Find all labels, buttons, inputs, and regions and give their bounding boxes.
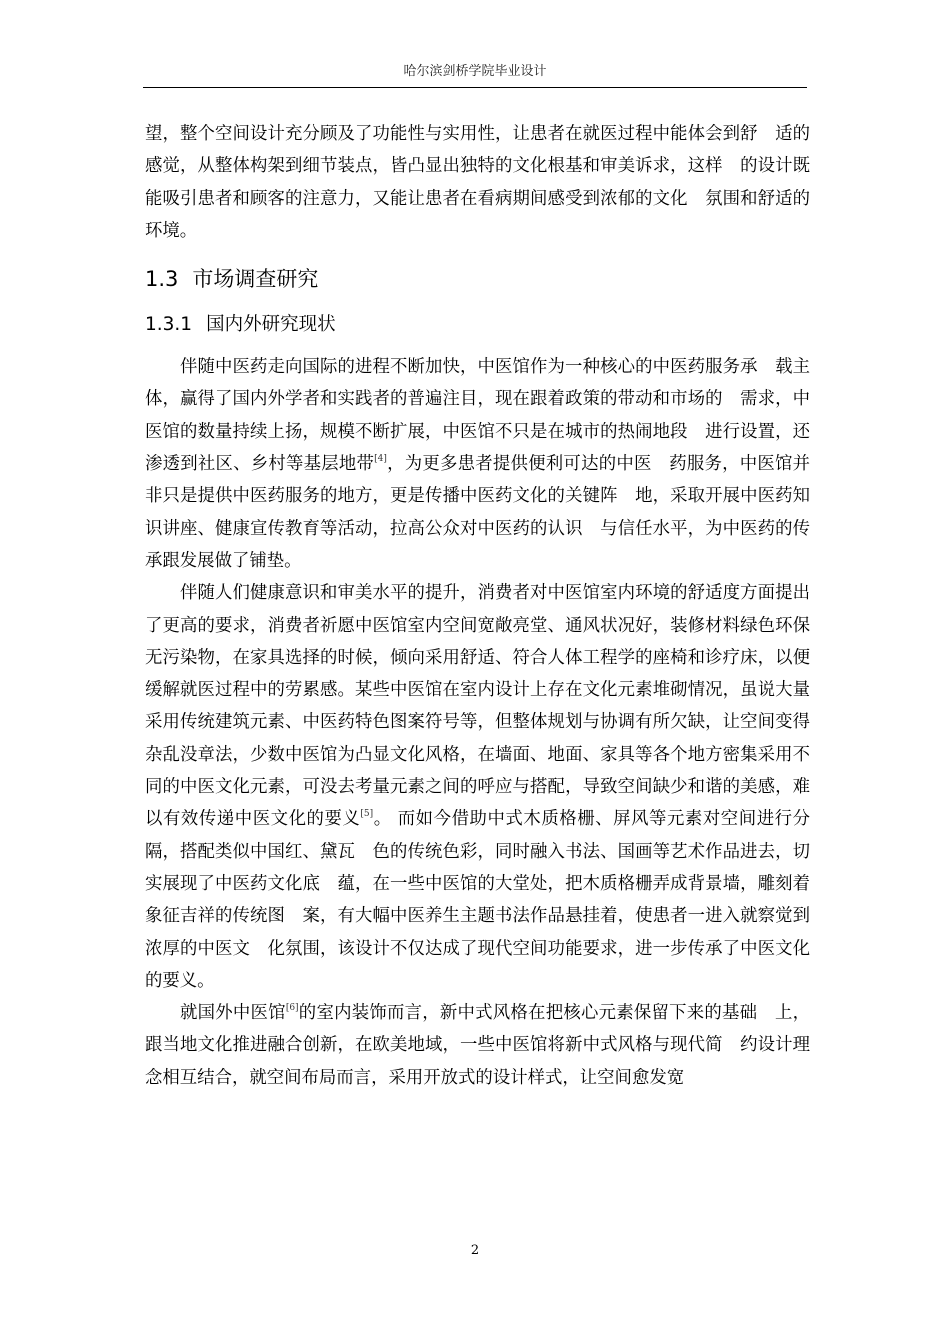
citation-6: [6]	[285, 1003, 299, 1014]
citation-5: [5]	[360, 809, 374, 820]
page-header-title: 哈尔滨剑桥学院毕业设计	[403, 64, 547, 79]
paragraph-2-text-b: 。 而如今借助中式木质格栅、屏风等元素对空间进行分隔，搭配类似中国红、黛瓦 色的传统色彩，同时融入书法、国画等艺术作品进去，切实展现了中医药文化底 蕴，在一些中医馆的大堂处，把木质格栅弄成背景墙，雕刻着象征吉祥的传统图 案，有大幅中医养生主题书法作品悬挂着，使患者一进入就察觉到浓厚的中医文 化氛围，该设计不仅达成了现代空间功能要求，进一步传承了中医文化的要义。	[145, 809, 810, 991]
section-number: 1.3	[145, 267, 179, 292]
section-title: 市场调查研究	[192, 267, 319, 292]
subsection-title: 国内外研究现状	[206, 314, 336, 336]
section-heading	[145, 259, 810, 299]
paragraph-2-text-a: 伴随人们健康意识和审美水平的提升，消费者对中医馆室内环境的舒适度方面提出了更高的要求，消费者祈愿中医馆室内空间宽敞亮堂、通风状况好，装修材料绿色环保无污染物，在家具选择的时候，倾向采用舒适、符合人体工程学的座椅和诊疗床，以便缓解就医过程中的劳累感。某些中医馆在室内设计上存在文化元素堆砌情况，虽说大量采用传统建筑元素、中医药特色图案符号等，但整体规划与协调有所欠缺，让空间变得杂乱没章法，少数中医馆为凸显文化风格，在墙面、地面、家具等各个地方密集采用不同的中医文化元素，可没去考量元素之间的呼应与搭配，导致空间缺少和谐的美感，难以有效传递中医文化的要义	[145, 583, 810, 830]
document-body	[145, 118, 810, 1094]
body-paragraph-2	[145, 577, 810, 997]
intro-paragraph: 望，整个空间设计充分顾及了功能性与实用性，让患者在就医过程中能体会到舒 适的感觉，从整体构架到细节装点，皆凸显出独特的文化根基和审美诉求，这样 的设计既能吸引患者和顾客的注意力，又能让患者在看病期间感受到浓郁的文化 氛围和舒适的环境。	[145, 124, 810, 241]
subsection-number: 1.3.1	[145, 314, 193, 336]
body-paragraph-1	[145, 351, 810, 577]
subsection-heading	[145, 305, 810, 345]
paragraph-3-text-a: 就国外中医馆	[180, 1003, 286, 1024]
paragraph-1-text-a: 伴随中医药走向国际的进程不断加快，中医馆作为一种核心的中医药服务承 载主体，赢得了国内外学者和实践者的普遍注目，现在跟着政策的带动和市场的 需求，中医馆的数量持续上扬，规模不断扩展，中医馆不只是在城市的热闹地段 进行设置，还渗透到社区、乡村等基层地带	[145, 357, 810, 475]
page-number: 2	[470, 1243, 480, 1258]
paragraph-1-text-b: ，为更多患者提供便利可达的中医 药服务，中医馆并非只是提供中医药服务的地方，更是传播中医药文化的关键阵 地，采取开展中医药知识讲座、健康宣传教育等活动，拉高公众对中医药的认识 与信任水平，为中医药的传承跟发展做了铺垫。	[145, 454, 810, 571]
body-paragraph-3	[145, 997, 810, 1094]
header-rule	[143, 87, 807, 88]
citation-4: [4]	[374, 454, 387, 465]
paragraph-3-text-b: 的室内装饰而言，新中式风格在把核心元素保留下来的基础 上，跟当地文化推进融合创新，在欧美地域，一些中医馆将新中式风格与现代简 约设计理念相互结合，就空间布局而言，采用开放式的设计样式，让空间愈发宽	[145, 1003, 810, 1088]
